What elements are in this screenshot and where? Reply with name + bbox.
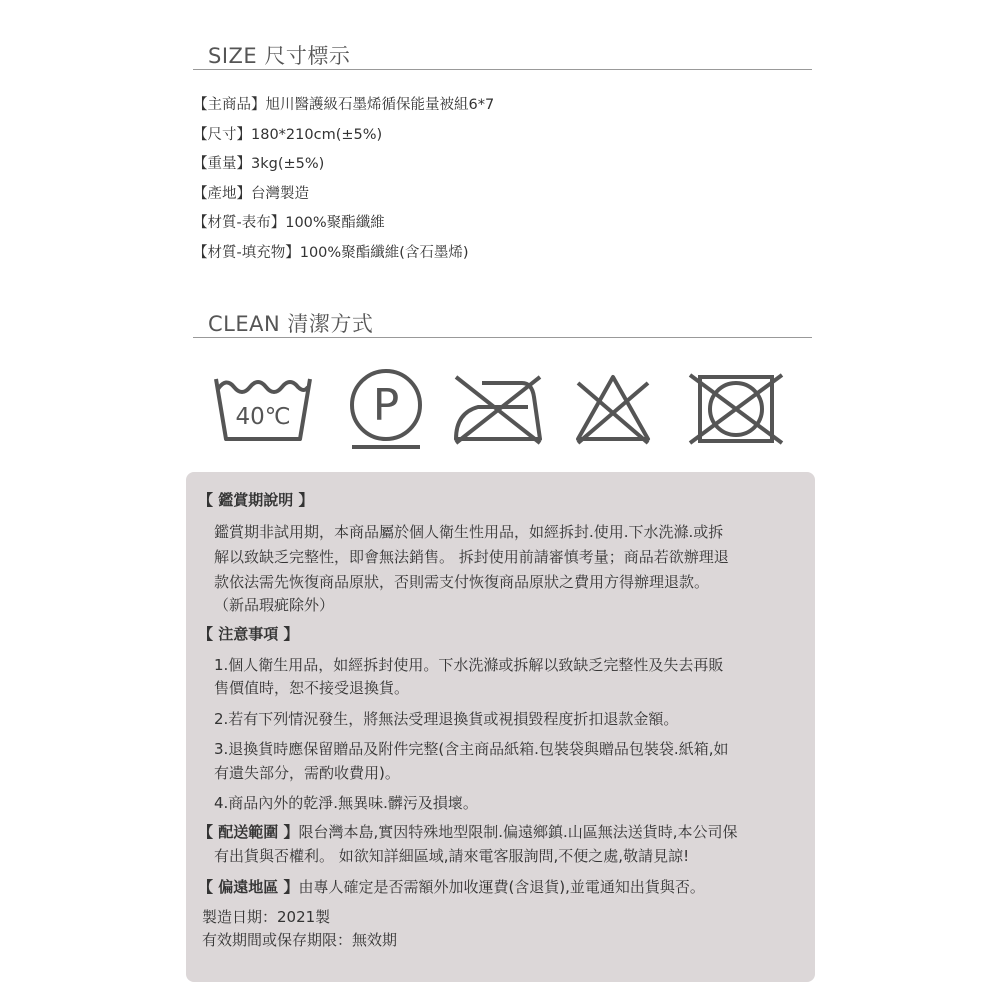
size-section-title: SIZE 尺寸標示 [208, 44, 351, 68]
wash-temperature-label: 40℃ [235, 404, 291, 430]
caution-item: 3.退換貨時應保留贈品及附件完整(含主商品紙箱.包裝袋與贈品包裝袋.紙箱,如 [214, 740, 729, 758]
clean-section-divider [193, 337, 812, 338]
spec-list [193, 93, 494, 270]
delivery-heading: 【 配送範圍 】 [198, 823, 299, 841]
delivery-line [198, 820, 738, 845]
spec-row-fabric: 【材質-表布】100%聚酯纖維 [193, 215, 385, 231]
dry-clean-letter: P [372, 380, 400, 431]
spec-row-main-product: 【主商品】旭川醫護級石墨烯循保能量被組6*7 [193, 97, 495, 113]
appreciation-line: 款依法需先恢復商品原狀，否則需支付恢復商品原狀之費用方得辦理退款。 [214, 573, 710, 591]
appreciation-line: 鑑賞期非試用期，本商品屬於個人衛生性用品，如經拆封.使用.下水洗滌.或拆 [214, 523, 724, 541]
cautions-heading: 【 注意事項 】 [198, 625, 299, 643]
remote-line [198, 875, 705, 900]
wash-40c-icon [212, 373, 314, 445]
caution-item: 售價值時，恕不接受退換貨。 [214, 679, 410, 697]
spec-row-weight: 【重量】3kg(±5%) [193, 156, 325, 172]
care-icons [0, 365, 1000, 455]
appreciation-heading: 【 鑑賞期說明 】 [198, 491, 314, 509]
do-not-tumble-dry-icon [686, 371, 786, 447]
remote-text: 由專人確定是否需額外加收運費(含退貨),並電通知出貨與否。 [298, 878, 705, 896]
do-not-bleach-icon [572, 371, 654, 447]
dry-clean-p-icon [340, 367, 432, 451]
appreciation-line: （新品瑕疵除外） [214, 596, 335, 614]
caution-item: 1.個人衛生用品，如經拆封使用。下水洗滌或拆解以致缺乏完整性及失去再販 [214, 656, 724, 674]
notice-panel [186, 472, 815, 982]
size-section-divider [193, 69, 812, 70]
manufacture-date: 製造日期：2021製 [202, 908, 331, 926]
spec-row-filling: 【材質-填充物】100%聚酯纖維(含石墨烯) [193, 244, 469, 261]
remote-heading: 【 偏遠地區 】 [198, 878, 299, 896]
clean-section-title: CLEAN 清潔方式 [208, 312, 374, 336]
caution-item: 2.若有下列情況發生，將無法受理退換貨或視損毀程度折扣退款金額。 [214, 710, 679, 728]
delivery-text-2: 有出貨與否權利。 如欲知詳細區域,請來電客服詢問,不便之處,敬請見諒! [214, 847, 690, 865]
caution-item: 4.商品內外的乾淨.無異味.髒污及損壞。 [214, 794, 478, 812]
delivery-text: 限台灣本島,實因特殊地型限制.偏遠鄉鎮.山區無法送貨時,本公司保 [298, 823, 738, 841]
appreciation-line: 解以致缺乏完整性，即會無法銷售。 拆封使用前請審慎考量；商品若欲辦理退 [214, 548, 729, 566]
expiry-info: 有效期間或保存期限：無效期 [202, 931, 398, 949]
caution-item: 有遺失部分，需酌收費用)。 [214, 764, 400, 782]
spec-row-size: 【尺寸】180*210cm(±5%) [193, 126, 383, 143]
spec-row-origin: 【產地】台灣製造 [193, 185, 309, 202]
do-not-iron-icon [448, 371, 548, 447]
